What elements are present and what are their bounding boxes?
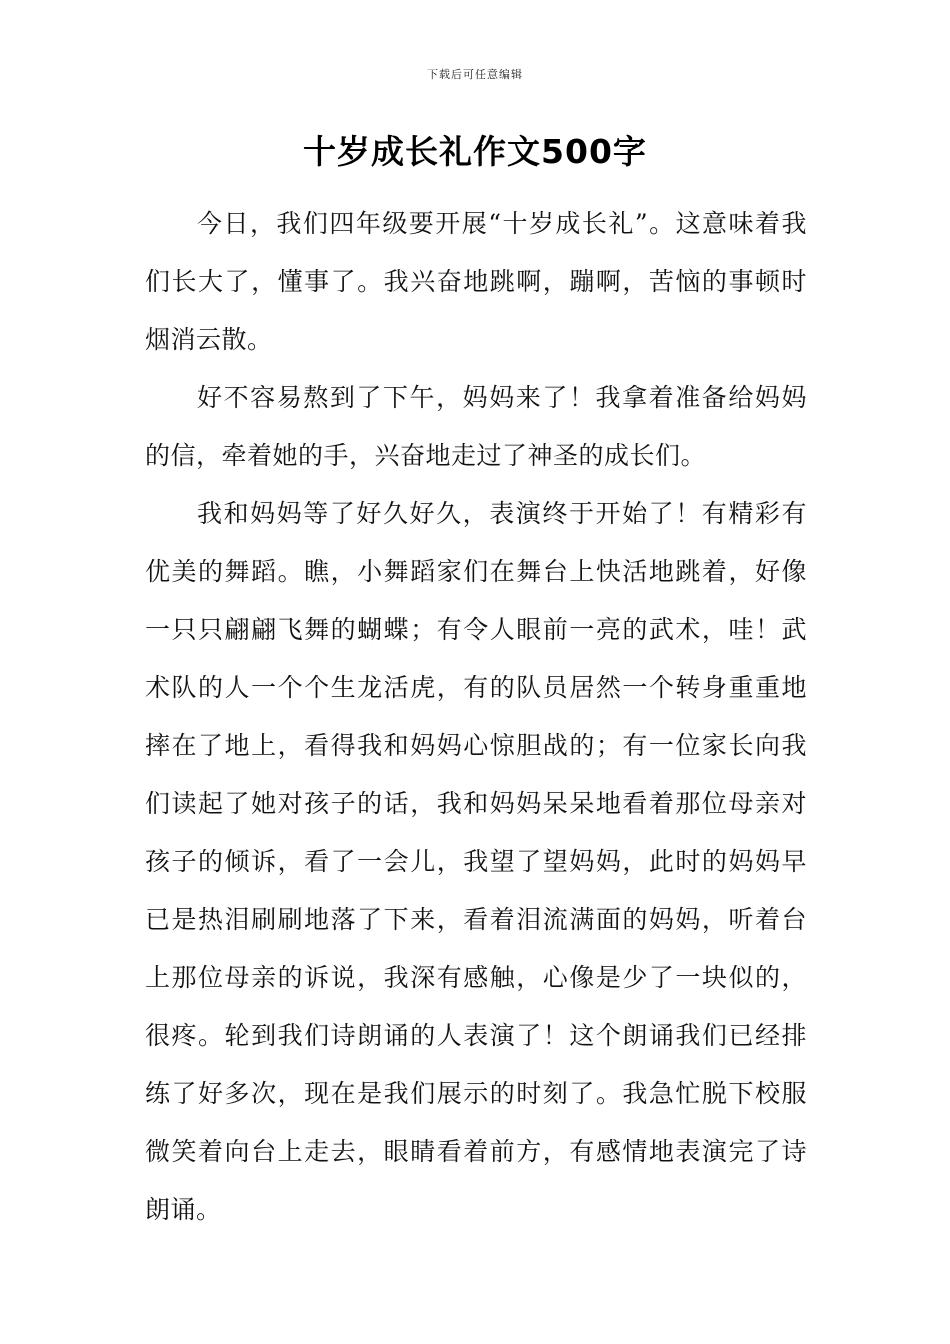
- document-title: 十岁成长礼作文500字: [303, 132, 647, 171]
- document-body: [145, 195, 807, 1239]
- paragraph: 今日，我们四年级要开展“十岁成长礼”。这意味着我们长大了，懂事了。我兴奋地跳啊，蹦啊，苦恼的事顿时烟消云散。: [145, 209, 807, 354]
- header-note: 下载后可任意编辑: [427, 68, 523, 81]
- paragraph: 我和妈妈等了好久好久，表演终于开始了！有精彩有优美的舞蹈。瞧，小舞蹈家们在舞台上快活地跳着，好像一只只翩翩飞舞的蝴蝶；有令人眼前一亮的武术，哇！武术队的人一个个生龙活虎，有的队员居然一个转身重重地摔在了地上，看得我和妈妈心惊胆战的；有一位家长向我们读起了她对孩子的话，我和妈妈呆呆地看着那位母亲对孩子的倾诉，看了一会儿，我望了望妈妈，此时的妈妈早已是热泪刷刷地落了下来，看着泪流满面的妈妈，听着台上那位母亲的诉说，我深有感触，心像是少了一块似的，很疼。轮到我们诗朗诵的人表演了！这个朗诵我们已经排练了好多次，现在是我们展示的时刻了。我急忙脱下校服微笑着向台上走去，眼睛看着前方，有感情地表演完了诗朗诵。: [145, 499, 807, 1224]
- paragraph: 好不容易熬到了下午，妈妈来了！我拿着准备给妈妈的信，牵着她的手，兴奋地走过了神圣的成长们。: [145, 383, 807, 470]
